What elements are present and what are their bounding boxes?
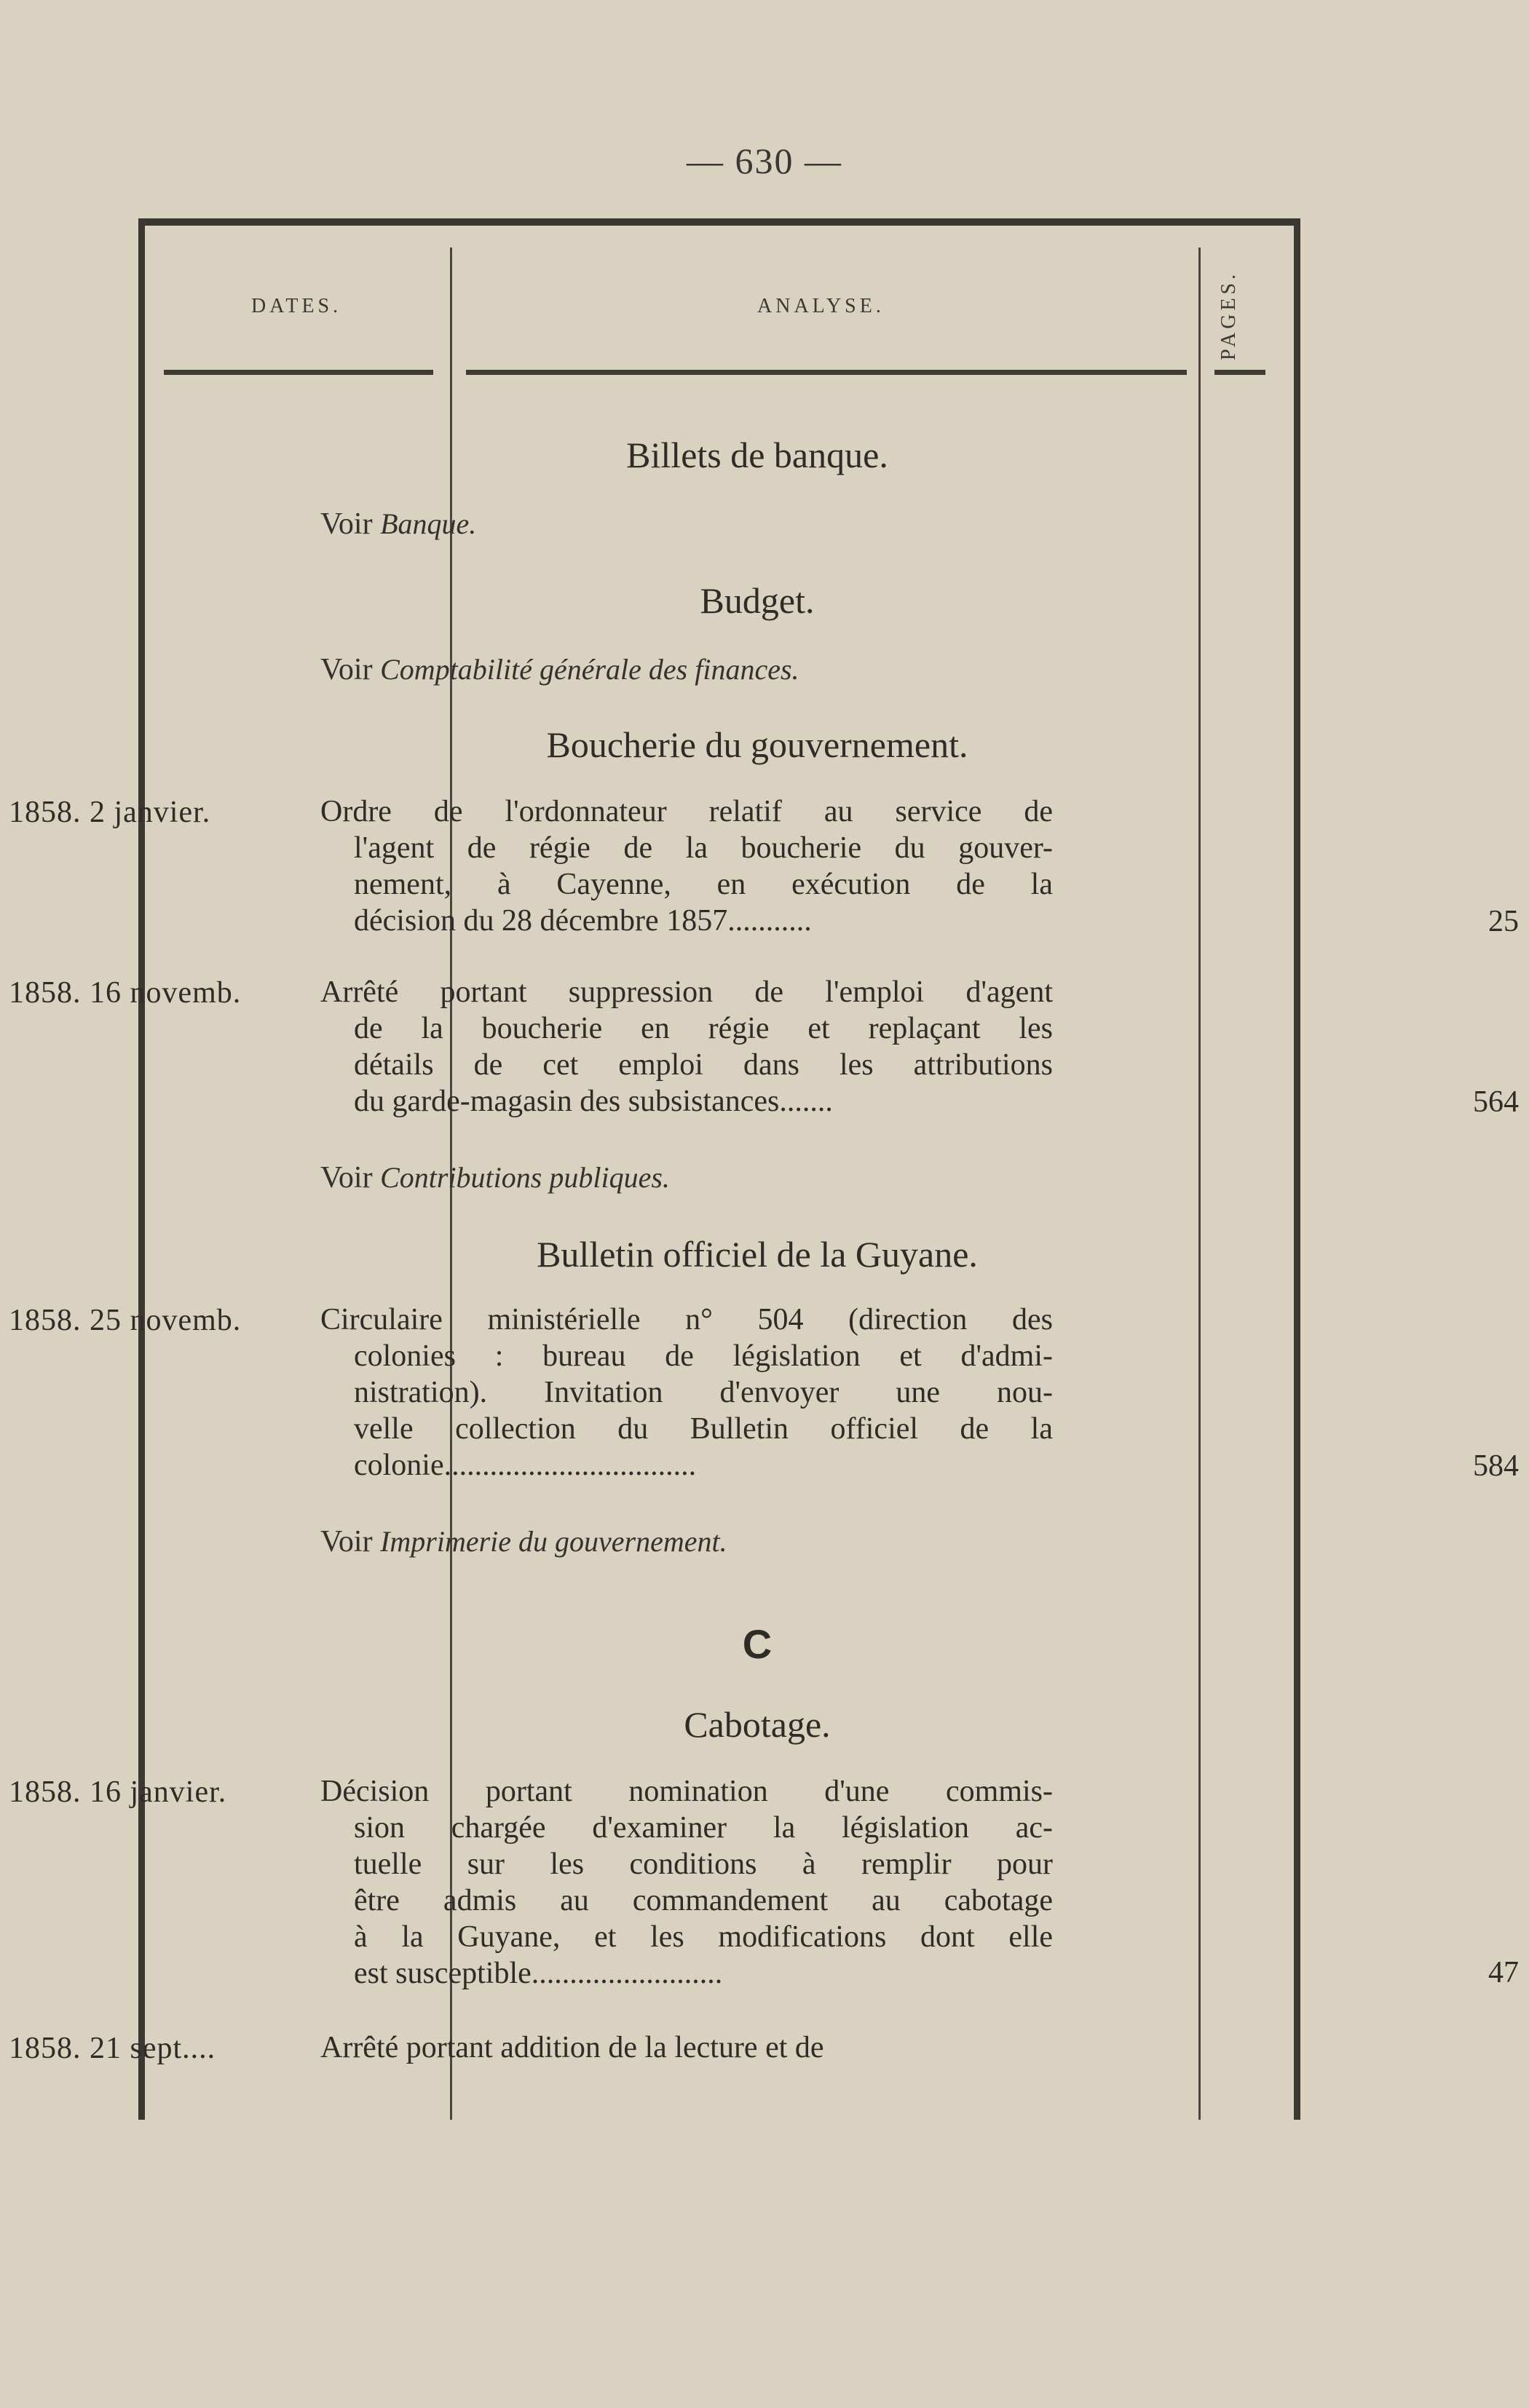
entry-page: 25 — [1488, 905, 1519, 938]
header-dates: DATES. — [251, 295, 342, 317]
entry-date: 1858. 16 novemb. — [9, 976, 242, 1010]
section-title-cabotage: Cabotage. — [684, 1704, 831, 1745]
entry-text: Arrêté portant addition de la lecture et de — [320, 2031, 824, 2064]
entry-date: 1858. 2 janvier. — [9, 796, 211, 829]
entry-text: Circulaire ministérielle n° 504 (direction des colonies : bureau de législation et d'admi- nistration). Invitation d'envoyer une nou- velle collection du Bulletin officiel de la colonie................................. — [320, 1303, 1053, 1482]
entry-page: 47 — [1488, 1956, 1519, 1989]
entry-date: 1858. 25 novemb. — [9, 1304, 242, 1337]
header-analyse: ANALYSE. — [757, 295, 885, 317]
column-divider-pages — [1198, 247, 1201, 2120]
entry-page: 584 — [1473, 1449, 1519, 1483]
header-rule-pages — [1214, 370, 1265, 375]
entry-text: Décision portant nomination d'une commis- sion chargée d'examiner la législation ac- tuelle sur les conditions à remplir pour être admis au commandement au cabotage à la Guyane, et les modifications dont elle est susceptible......................... — [320, 1775, 1053, 1990]
entry-page: 564 — [1473, 1085, 1519, 1119]
section-title-bulletin: Bulletin officiel de la Guyane. — [537, 1234, 978, 1275]
voir-budget: Voir Comptabilité générale des finances. — [320, 653, 799, 686]
table-right-rule — [1294, 218, 1300, 2120]
table-left-rule — [138, 218, 145, 2120]
header-rule-dates — [164, 370, 433, 375]
voir-bulletin: Voir Imprimerie du gouvernement. — [320, 1525, 727, 1559]
letter-heading: C — [742, 1621, 773, 1667]
entry-date: 1858. 21 sept.... — [9, 2032, 216, 2065]
entry-text: Arrêté portant suppression de l'emploi d'agent de la boucherie en régie et replaçant les détails de cet emploi dans les attributions du garde-magasin des subsistances....... — [320, 975, 1053, 1118]
entry-date: 1858. 16 janvier. — [9, 1775, 227, 1809]
table-top-rule — [138, 218, 1300, 226]
voir-billets: Voir Banque. — [320, 507, 477, 541]
section-title-boucherie: Boucherie du gouvernement. — [546, 724, 968, 765]
entry-text: Ordre de l'ordonnateur relatif au service de l'agent de régie de la boucherie du gouver- nement, à Cayenne, en exécution de la décision du 28 décembre 1857........... — [320, 795, 1053, 938]
page-number: — 630 — — [687, 140, 842, 181]
header-pages: PAGES. — [1217, 270, 1240, 360]
section-title-billets: Billets de banque. — [626, 435, 888, 475]
header-rule-analyse — [466, 370, 1187, 375]
section-title-budget: Budget. — [700, 580, 815, 621]
voir-boucherie: Voir Contributions publiques. — [320, 1161, 670, 1195]
